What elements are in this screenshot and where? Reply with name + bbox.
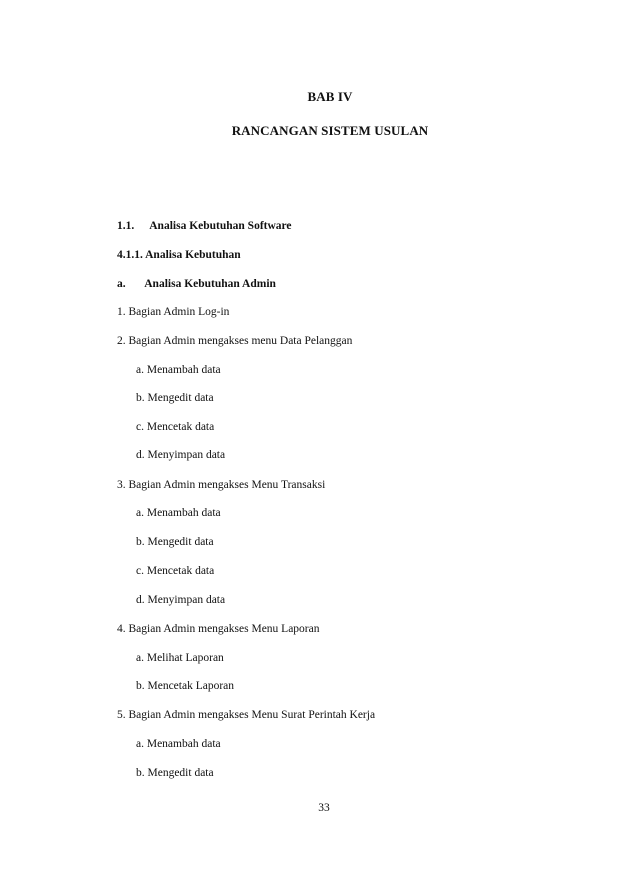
section-heading-4-1-1 xyxy=(117,248,241,262)
list-subitem: a. Melihat Laporan xyxy=(136,652,224,664)
list-item: 3. Bagian Admin mengakses Menu Transaksi xyxy=(117,479,326,491)
chapter-title: RANCANGAN SISTEM USULAN xyxy=(231,123,429,138)
list-subitem: a. Menambah data xyxy=(136,507,221,519)
list-item: 1. Bagian Admin Log-in xyxy=(117,306,230,318)
list-subitem: a. Menambah data xyxy=(136,364,221,376)
section-number: 1.1. xyxy=(117,220,135,232)
list-subitem: b. Mengedit data xyxy=(136,767,214,779)
chapter-label: BAB IV xyxy=(307,89,353,104)
list-subitem: d. Menyimpan data xyxy=(136,594,226,606)
subsection-letter: a. xyxy=(117,278,126,290)
list-item: 5. Bagian Admin mengakses Menu Surat Perintah Kerja xyxy=(117,709,376,721)
subsection-title: Analisa Kebutuhan xyxy=(145,249,241,261)
subsection-a-title: Analisa Kebutuhan Admin xyxy=(144,278,276,290)
list-subitem: b. Mengedit data xyxy=(136,392,214,404)
subsection-heading-a xyxy=(117,277,276,291)
list-subitem: b. Mengedit data xyxy=(136,536,214,548)
list-subitem: c. Mencetak data xyxy=(136,421,215,433)
list-subitem: c. Mencetak data xyxy=(136,565,215,577)
subsection-number: 4.1.1. xyxy=(117,249,143,261)
section-title: Analisa Kebutuhan Software xyxy=(149,220,292,232)
list-subitem: a. Menambah data xyxy=(136,738,221,750)
page-number: 33 xyxy=(318,802,330,814)
section-heading-1-1 xyxy=(117,219,292,233)
list-subitem: d. Menyimpan data xyxy=(136,449,226,461)
list-subitem: b. Mencetak Laporan xyxy=(136,680,235,692)
list-item: 4. Bagian Admin mengakses Menu Laporan xyxy=(117,623,320,635)
list-item: 2. Bagian Admin mengakses menu Data Pelanggan xyxy=(117,335,353,347)
